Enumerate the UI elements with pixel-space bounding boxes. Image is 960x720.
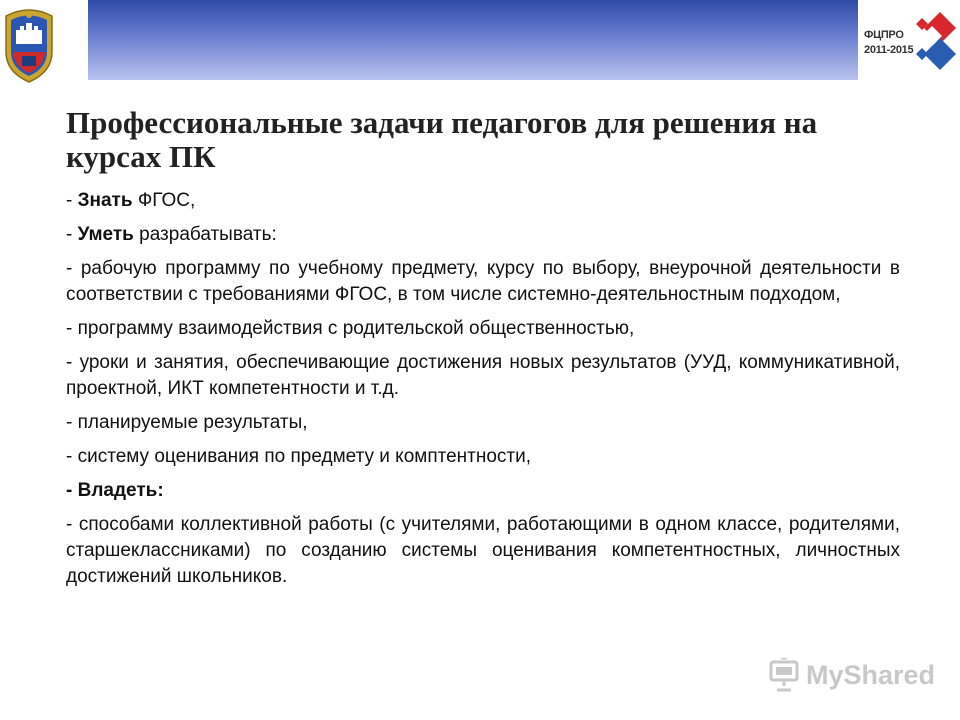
fcpro-logo-line1: ФЦПРО <box>864 29 904 41</box>
header-band <box>88 0 858 80</box>
body-paragraph <box>66 222 900 248</box>
paragraph-text: - планируемые результаты, <box>66 412 308 433</box>
presentation-board-icon <box>768 658 800 692</box>
paragraph-bold: Уметь <box>77 224 134 245</box>
body-paragraph <box>66 316 900 342</box>
paragraph-text: - способами коллективной работы (с учителями, работающими в одном классе, родителями, старшеклассниками) по созданию системы оценивания компетентностных, личностных достижений школьников. <box>66 514 900 587</box>
body-paragraph <box>66 478 900 504</box>
body-paragraph <box>66 256 900 308</box>
paragraph-text: - систему оценивания по предмету и комптентности, <box>66 446 532 467</box>
body-paragraph <box>66 512 900 590</box>
body-paragraph <box>66 350 900 402</box>
paragraph-text: - программу взаимодействия с родительской общественностью, <box>66 318 635 339</box>
paragraph-text: - уроки и занятия, обеспечивающие достижения новых результатов (УУД, коммуникативной, проектной, ИКТ компетентности и т.д. <box>66 352 900 399</box>
paragraph-bold: Знать <box>77 190 133 211</box>
paragraph-text: - рабочую программу по учебному предмету, курсу по выбору, внеурочной деятельности в соответствии с требованиями ФГОС, в том числе системно-деятельностным подходом, <box>66 258 900 305</box>
paragraph-text: ФГОС, <box>132 190 196 211</box>
paragraph-prefix: - <box>66 190 78 211</box>
slide-body <box>66 188 900 598</box>
coat-of-arms-icon <box>0 6 58 84</box>
body-paragraph <box>66 188 900 214</box>
watermark-text: MyShared <box>806 659 936 690</box>
body-paragraph <box>66 444 900 470</box>
slide-title: Профессиональные задачи педагогов для решения на курсах ПК <box>66 105 818 174</box>
paragraph-prefix: - <box>66 224 78 245</box>
fcpro-logo-text <box>864 28 914 58</box>
fcpro-logo-line2: 2011-2015 <box>864 44 914 56</box>
body-paragraph <box>66 410 900 436</box>
paragraph-text: разрабатывать: <box>133 224 277 245</box>
paragraph-bold: - Владеть: <box>66 480 164 501</box>
watermark <box>768 656 938 694</box>
